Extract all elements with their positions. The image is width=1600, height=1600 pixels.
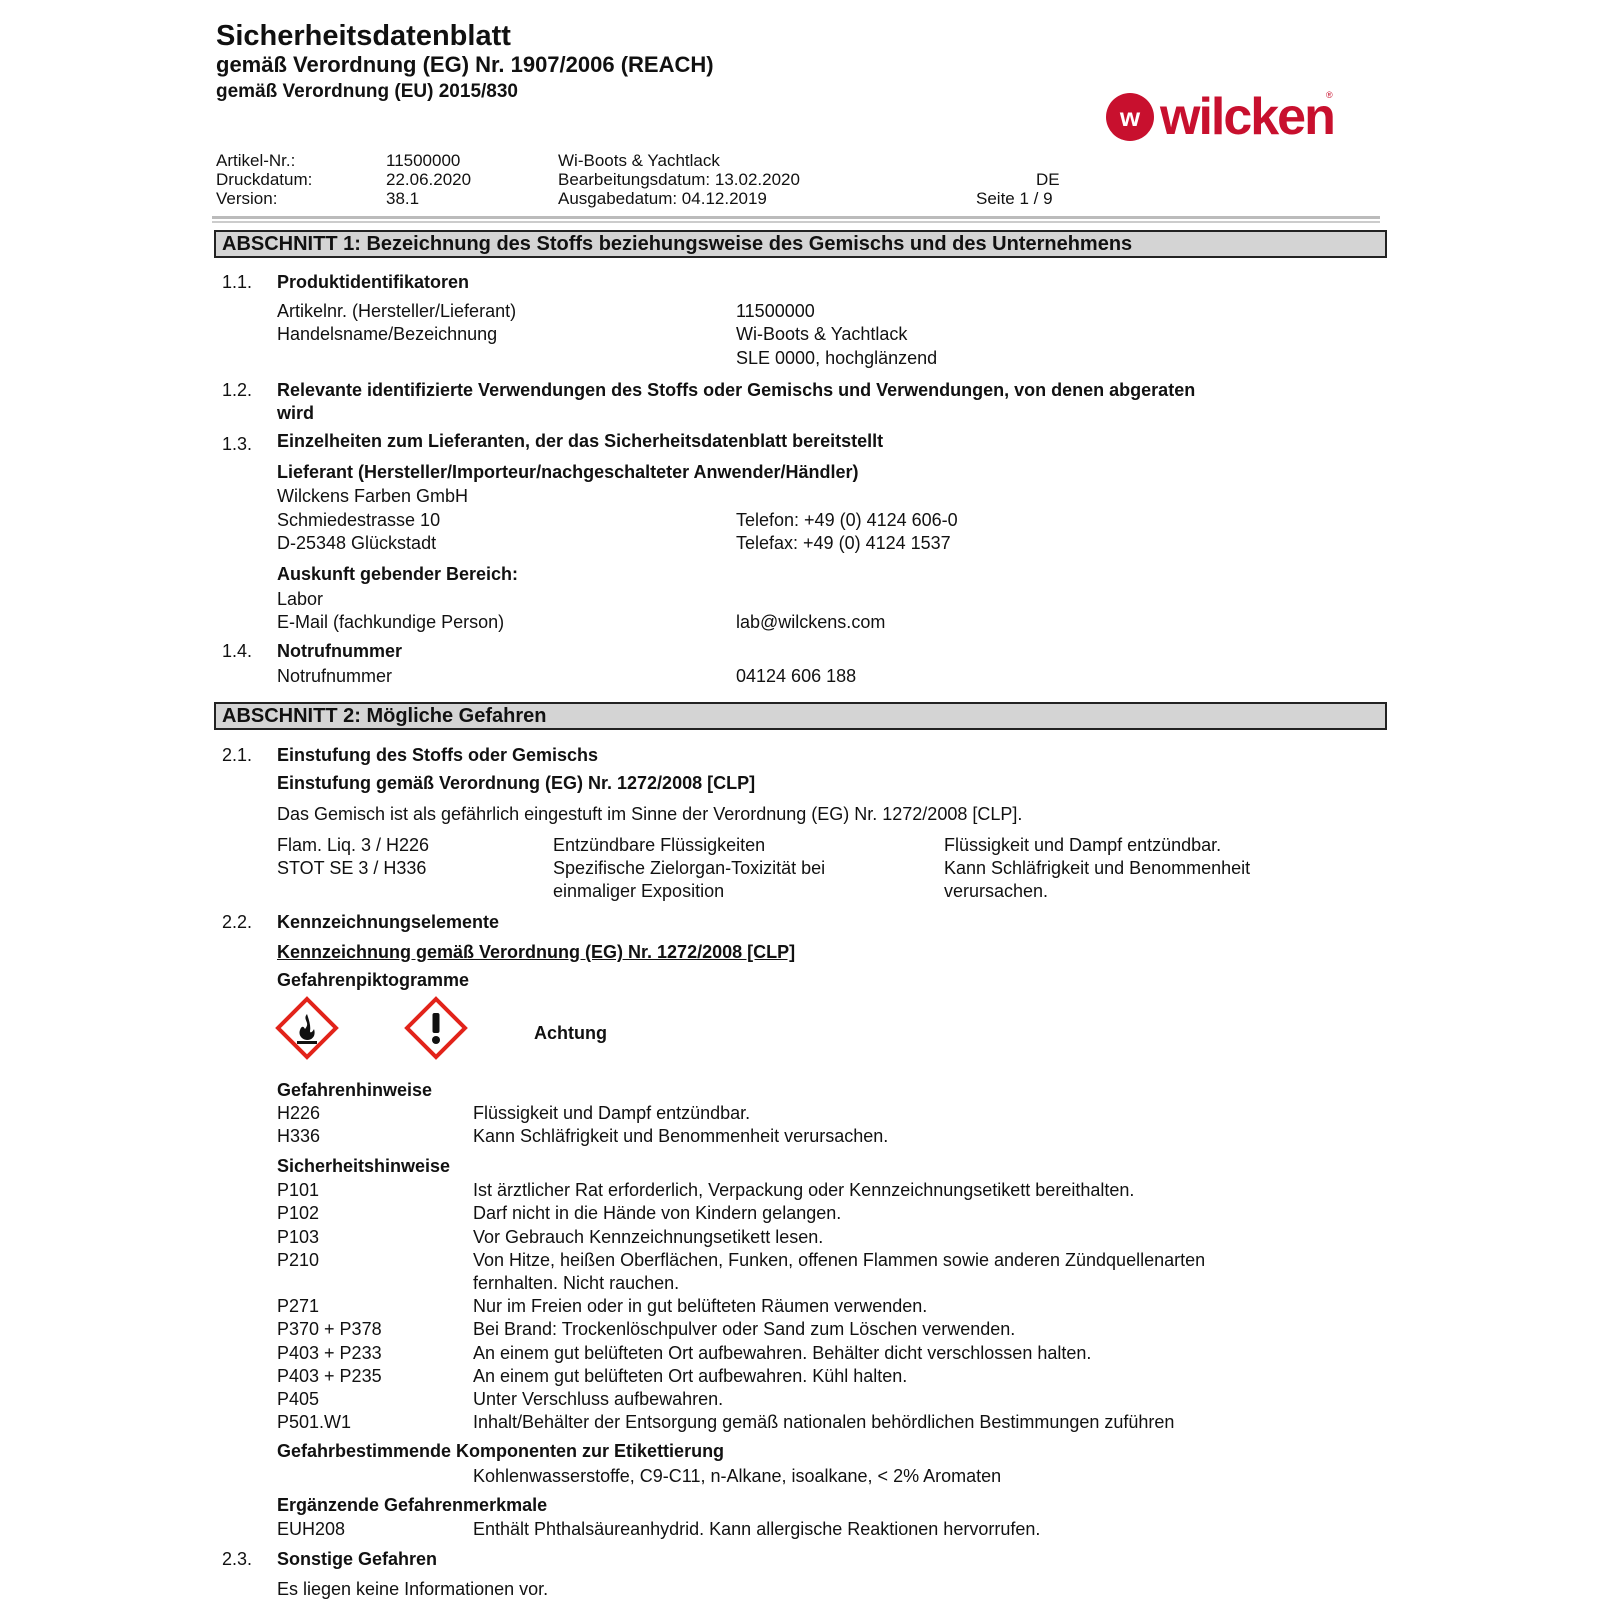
- s23-title: Sonstige Gefahren: [277, 1549, 438, 1569]
- section-2-header: ABSCHNITT 2: Mögliche Gefahren: [214, 702, 1387, 730]
- class-description: Kann Schläfrigkeit und Benommenheit: [944, 858, 1251, 878]
- class-description: Flüssigkeit und Dampf entzündbar.: [944, 835, 1222, 855]
- company-telefax: Telefax: +49 (0) 4124 1537: [736, 533, 951, 553]
- artikelnr-label: Artikelnr. (Hersteller/Lieferant): [277, 301, 517, 321]
- s22-number: 2.2.: [222, 912, 253, 932]
- header-divider: [212, 216, 1380, 219]
- artikelnr-value: 11500000: [736, 301, 815, 321]
- s12-number: 1.2.: [222, 380, 253, 400]
- h-text: Flüssigkeit und Dampf entzündbar.: [473, 1103, 751, 1123]
- p-text: Bei Brand: Trockenlöschpulver oder Sand zum Löschen verwenden.: [473, 1319, 1016, 1339]
- s11-number: 1.1.: [222, 272, 253, 292]
- s14-title: Notrufnummer: [277, 641, 402, 661]
- artikel-value: 11500000: [386, 151, 461, 170]
- s14-number: 1.4.: [222, 641, 253, 661]
- sicherheitshinweise-title: Sicherheitshinweise: [277, 1156, 451, 1176]
- h-code: H336: [277, 1126, 321, 1146]
- s11-title: Produktidentifikatoren: [277, 272, 470, 292]
- s22-title: Kennzeichnungselemente: [277, 912, 500, 932]
- s23-text: Es liegen keine Informationen vor.: [277, 1579, 549, 1599]
- class-code: STOT SE 3 / H336: [277, 858, 427, 878]
- s23-number: 2.3.: [222, 1549, 253, 1569]
- company-name: Wilckens Farben GmbH: [277, 486, 469, 506]
- p-code: P210: [277, 1250, 320, 1270]
- euh-code: EUH208: [277, 1519, 346, 1539]
- company-telefon: Telefon: +49 (0) 4124 606-0: [736, 510, 958, 530]
- p-text: An einem gut belüfteten Ort aufbewahren. Kühl halten.: [473, 1366, 908, 1386]
- handelsname-value: Wi-Boots & Yachtlack: [736, 324, 908, 344]
- version-label: Version:: [216, 189, 278, 208]
- handelsname-label: Handelsname/Bezeichnung: [277, 324, 498, 344]
- h-code: H226: [277, 1103, 321, 1123]
- email-label: E-Mail (fachkundige Person): [277, 612, 505, 632]
- lieferant-title: Lieferant (Hersteller/Importeur/nachgeschalteter Anwender/Händler): [277, 462, 859, 482]
- komponenten-text: Kohlenwasserstoffe, C9-C11, n-Alkane, isoalkane, < 2% Aromaten: [473, 1466, 1002, 1486]
- page-number: Seite 1 / 9: [976, 189, 1053, 208]
- clp-title: Einstufung gemäß Verordnung (EG) Nr. 1272/2008 [CLP]: [277, 773, 756, 793]
- version-value: 38.1: [386, 189, 420, 208]
- p-code: P370 + P378: [277, 1319, 382, 1339]
- clp-text: Das Gemisch ist als gefährlich eingestuft im Sinne der Verordnung (EG) Nr. 1272/2008 [CLP].: [277, 804, 1023, 824]
- auskunft-title: Auskunft gebender Bereich:: [277, 564, 519, 584]
- kennzeichnung-title: Kennzeichnung gemäß Verordnung (EG) Nr. 1272/2008 [CLP]: [277, 942, 796, 962]
- p-code: P103: [277, 1227, 320, 1247]
- company-city: D-25348 Glückstadt: [277, 533, 437, 553]
- document-subtitle-eu: gemäß Verordnung (EU) 2015/830: [216, 81, 518, 102]
- svg-text:w: w: [1119, 102, 1141, 132]
- euh-text: Enthält Phthalsäureanhydrid. Kann allergische Reaktionen hervorrufen.: [473, 1519, 1041, 1539]
- s12-title: Relevante identifizierte Verwendungen des Stoffs oder Gemischs und Verwendungen, von denen abgeraten: [277, 380, 1196, 400]
- handelsname-value-2: SLE 0000, hochglänzend: [736, 348, 938, 368]
- p-text: Ist ärztlicher Rat erforderlich, Verpackung oder Kennzeichnungsetikett bereithalten.: [473, 1180, 1135, 1200]
- notruf-value: 04124 606 188: [736, 666, 857, 686]
- flame-pictogram-icon: [275, 996, 339, 1065]
- p-text: Darf nicht in die Hände von Kindern gelangen.: [473, 1203, 842, 1223]
- exclamation-pictogram-icon: [404, 996, 468, 1065]
- auskunft-labor: Labor: [277, 589, 324, 609]
- header-divider-2: [212, 221, 1380, 223]
- s21-number: 2.1.: [222, 745, 253, 765]
- document-subtitle-reach: gemäß Verordnung (EG) Nr. 1907/2006 (REACH): [216, 52, 714, 77]
- ergaenzende-title: Ergänzende Gefahrenmerkmale: [277, 1495, 548, 1515]
- p-text: Von Hitze, heißen Oberflächen, Funken, offenen Flammen sowie anderen Zündquellenarten: [473, 1250, 1206, 1270]
- class-code: Flam. Liq. 3 / H226: [277, 835, 430, 855]
- komponenten-title: Gefahrbestimmende Komponenten zur Etikettierung: [277, 1441, 725, 1461]
- p-text: Vor Gebrauch Kennzeichnungsetikett lesen.: [473, 1227, 824, 1247]
- s13-number: 1.3.: [222, 434, 253, 454]
- p-code: P102: [277, 1203, 320, 1223]
- class-category: Entzündbare Flüssigkeiten: [553, 835, 766, 855]
- notruf-label: Notrufnummer: [277, 666, 393, 686]
- druck-value: 22.06.2020: [386, 170, 472, 189]
- p-code: P501.W1: [277, 1412, 352, 1432]
- class-category: einmaliger Exposition: [553, 881, 725, 901]
- wilckens-logo: [1104, 86, 1334, 153]
- product-name: Wi-Boots & Yachtlack: [558, 151, 720, 170]
- piktogramme-title: Gefahrenpiktogramme: [277, 970, 470, 990]
- p-text: Inhalt/Behälter der Entsorgung gemäß nationalen behördlichen Bestimmungen zuführen: [473, 1412, 1175, 1432]
- company-street: Schmiedestrasse 10: [277, 510, 441, 530]
- p-code: P271: [277, 1296, 320, 1316]
- p-text: Nur im Freien oder in gut belüfteten Räumen verwenden.: [473, 1296, 928, 1316]
- class-description: verursachen.: [944, 881, 1049, 901]
- s13-title: Einzelheiten zum Lieferanten, der das Sicherheitsdatenblatt bereitstellt: [277, 431, 884, 451]
- ausgabe-date: Ausgabedatum: 04.12.2019: [558, 189, 767, 208]
- svg-text:wilckens: wilcken: [1160, 88, 1334, 146]
- class-category: Spezifische Zielorgan-Toxizität bei: [553, 858, 826, 878]
- section-1-header: ABSCHNITT 1: Bezeichnung des Stoffs beziehungsweise des Gemischs und des Unternehmens: [214, 230, 1387, 258]
- druck-label: Druckdatum:: [216, 170, 313, 189]
- s12-title-line2: wird: [277, 403, 315, 423]
- bearbeitung-date: Bearbeitungsdatum: 13.02.2020: [558, 170, 800, 189]
- p-text: An einem gut belüfteten Ort aufbewahren. Behälter dicht verschlossen halten.: [473, 1343, 1092, 1363]
- p-text: Unter Verschluss aufbewahren.: [473, 1389, 724, 1409]
- signal-word: Achtung: [534, 1023, 607, 1043]
- p-code: P101: [277, 1180, 320, 1200]
- p-code: P405: [277, 1389, 320, 1409]
- p-code: P403 + P235: [277, 1366, 382, 1386]
- language-code: DE: [1036, 170, 1060, 189]
- document-title: Sicherheitsdatenblatt: [216, 20, 511, 52]
- gefahrenhinweise-title: Gefahrenhinweise: [277, 1080, 433, 1100]
- h-text: Kann Schläfrigkeit und Benommenheit verursachen.: [473, 1126, 889, 1146]
- svg-text:®: ®: [1326, 90, 1333, 100]
- p-code: P403 + P233: [277, 1343, 382, 1363]
- s21-title: Einstufung des Stoffs oder Gemischs: [277, 745, 599, 765]
- email-value[interactable]: lab@wilckens.com: [736, 612, 886, 632]
- artikel-label: Artikel-Nr.:: [216, 151, 296, 170]
- p-text: fernhalten. Nicht rauchen.: [473, 1273, 680, 1293]
